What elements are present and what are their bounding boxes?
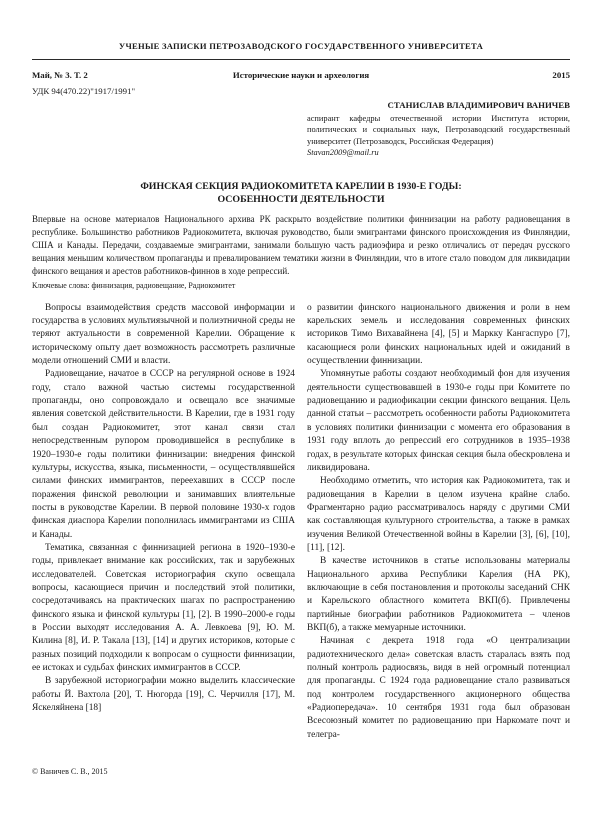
udc-code: УДК 94(470.22)"1917/1991" (32, 86, 136, 96)
issue-year: 2015 (552, 70, 571, 80)
body-columns (32, 302, 570, 742)
issue-info: Май, № 3. Т. 2 (32, 70, 88, 80)
journal-running-head: УЧЕНЫЕ ЗАПИСКИ ПЕТРОЗАВОДСКОГО ГОСУДАРСТВЕННОГО УНИВЕРСИТЕТА (118, 41, 484, 51)
section-name: Исторические науки и археология (232, 70, 370, 80)
left-column (32, 302, 295, 742)
article-title-line-2: ОСОБЕННОСТИ ДЕЯТЕЛЬНОСТИ (217, 194, 385, 206)
paragraph: Вопросы взаимодействия средств массовой информации и государства в условиях мультиязычной и полиэтничной среды не теряют актуальности в современной Карелии. Обращение к историческому опыту дает возможность рассмотреть различные модели отношений СМИ и власти. (32, 302, 295, 367)
author-name: СТАНИСЛАВ ВЛАДИМИРОВИЧ ВАНИЧЕВ (387, 100, 570, 110)
issue-row (32, 70, 570, 81)
paragraph: Начиная с декрета 1918 года «О централизации радиотехнического дела» советская власть старалась взять под полный контроль радиосвязь, видя в ней огромный потенциал для пропаганды. С 1924 года радиовещание стало развиваться под контролем государственного акционерного общества «Радиопередача». 10 сентября 1931 года был образован Всесоюзный комитет по радиовещанию при Наркомате почт и телегра- (307, 636, 570, 740)
paragraph: В зарубежной историографии можно выделить классические работы Й. Вахтола [20], Т. Нюгорда [19], С. Черчилля [17], М. Яскеляйнена [18] (32, 676, 295, 714)
article-title-line-1: ФИНСКАЯ СЕКЦИЯ РАДИОКОМИТЕТА КАРЕЛИИ В 1930-Е ГОДЫ: (140, 181, 462, 193)
paragraph: Тематика, связанная с финнизацией региона в 1920–1930-е годы, привлекает внимание как российских, так и зарубежных исследователей. Советская историография скупо освещала вопросы, касающиеся причин и последствий этой политики, сосредотачиваясь на практических шагах по распространению финского языка и финской культуры [1], [2]. В 1990–2000-е годы в России выходят исследования А. А. Левкоева [9], Ю. М. Килина [8], И. Р. Такала [13], [14] и других историков, которые с разных позиций подходили к вопросам о сущности финнизации, ее истоках и судьбах финских иммигрантов в СССР. (32, 542, 295, 673)
paragraph: Упомянутые работы создают необходимый фон для изучения деятельности существовавшей в 1930-е годы при Комитете по радиовещанию и радиофикации секции финского вещания. Цель данной статьи – рассмотреть особенности работы Радиокомитета в условиях политики финнизации с момента его образования в 1931 году вплоть до репрессий его сотрудников в 1935–1938 годах, в результате которых финская секция была обескровлена и ликвидирована. (307, 369, 570, 473)
copyright-note: © Ваничев С. В., 2015 (32, 767, 108, 776)
paragraph: Радиовещание, начатое в СССР на регулярной основе в 1924 году, стало важной частью системы государственной пропаганды, оно сопровождало и освещало все значимые явления советской действительности. В Карелии, где в 1931 году был создан Радиокомитет, этот канал связи стал непосредственным рупором проводившейся в республике в 1920–1930-е годы политики финнизации: внедрения финской культуры, искусства, языка, письменности, – осуществлявшейся силами финских иммигрантов, переехавших в СССР после поражения финской революции и занимавших влиятельные посты в руководстве Карелии. В первой половине 1930-х годов финская диаспора Карелии пополнилась иммигрантами из США и Канады. (32, 369, 295, 540)
abstract-text: Впервые на основе материалов Национального архива РК раскрыто воздействие политики финнизации на работу радиовещания в республике. Большинство работников Радиокомитета, включая руководство, были эмигрантами финского происхождения из Финляндии, США и Канады. Передачи, создаваемые эмигрантами, занимали большую часть радиоэфира и резко отличались от передач русского вещания меньшим количеством пропаганды и превалированием тематики жизни в Финляндии, что в итоге стало поводом для ликвидации финского вещания и арестов работников-финнов в ходе репрессий. (32, 214, 570, 276)
right-column (307, 302, 570, 742)
article-title (32, 180, 570, 206)
header-rule (32, 59, 570, 60)
paragraph: Необходимо отметить, что история как Радиокомитета, так и радиовещания в Карелии в целом изучена крайне слабо. Фрагментарно радио рассматривалось наряду с другими СМИ как составляющая культурного строительства, а также в рамках изучения Великой Отечественной войны в Карелии [3], [6], [10], [11], [12]. (307, 476, 570, 553)
author-block (307, 113, 570, 158)
author-affiliation: аспирант кафедры отечественной истории Института истории, политических и социальных наук, Петрозаводский государственный университет (Петрозаводск, Российская Федерация) (307, 114, 570, 146)
author-email: Stavan2009@mail.ru (307, 147, 379, 157)
paragraph: о развитии финского национального движения и роли в нем карельских земель и исследования современных финских историков Тимо Вихавайнена [4], [5] и Маркку Кангаспуро [7], касающиеся роли финских национальных идей и ожиданий в осуществлении финнизации. (307, 302, 570, 367)
keywords-line: Ключевые слова: финнизация, радиовещание, Радиокомитет (32, 280, 236, 290)
paragraph: В качестве источников в статье использованы материалы Национального архива Республики Карелия (НА РК), включающие в себя постановления и протоколы заседаний СНК и Карельского областного комитета ВКП(б). Привлечены партийные биографии работников Радиокомитета – членов ВКП(б), а также мемуарные источники. (307, 556, 570, 633)
